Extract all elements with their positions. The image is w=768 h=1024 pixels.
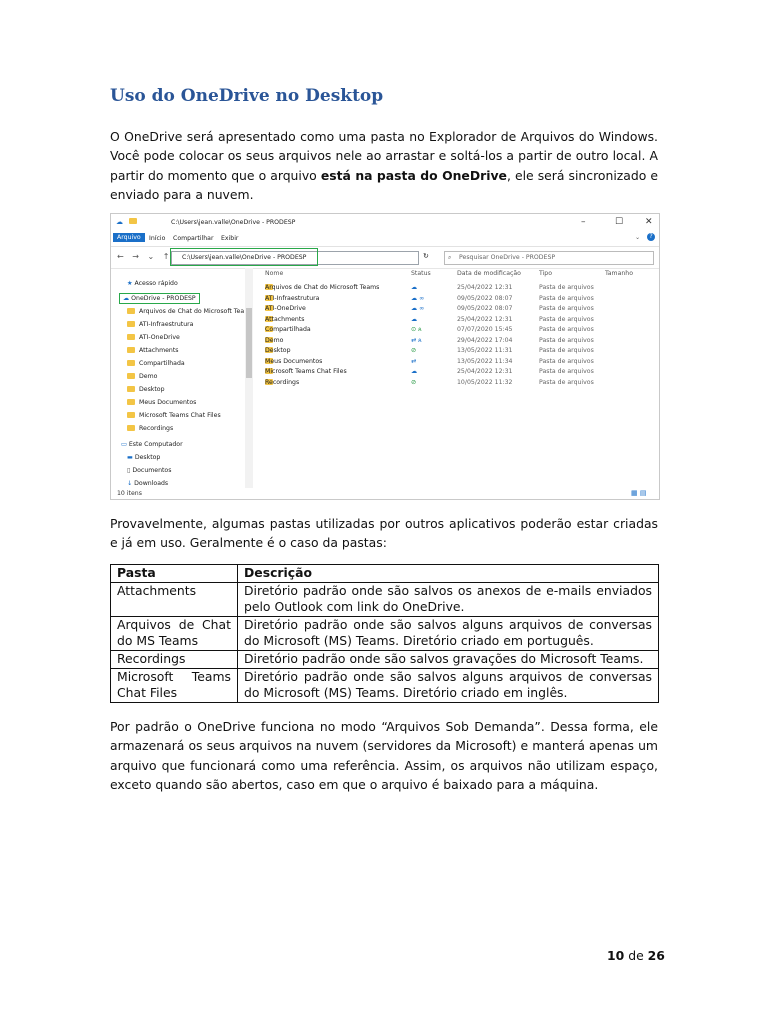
column-header-size[interactable]: Tamanho: [605, 270, 633, 277]
nav-item[interactable]: ▬ Desktop: [127, 454, 161, 461]
file-explorer-screenshot: [110, 213, 660, 500]
nav-item[interactable]: Compartilhada: [127, 360, 185, 367]
explorer-titlebar: [111, 214, 659, 232]
intro-bold-text: está na pasta do OneDrive: [320, 167, 507, 183]
table-cell: Attachments: [111, 582, 238, 616]
navigation-pane: [111, 268, 245, 488]
scrollbar-thumb[interactable]: [246, 308, 252, 378]
intro-text-1: O OneDrive será apresentado como uma pasta no Explorador de Arquivos do Windows. Você pode colocar os seus arquivos nele ao arrastar e soltá-los a partir de outro local. A partir do momento que o arquivo: [110, 129, 658, 183]
close-icon[interactable]: ✕: [645, 217, 653, 227]
list-item[interactable]: Meus Documentos ⇄ 13/05/2022 11:34 Pasta de arquivos: [265, 357, 594, 365]
section-heading: Uso do OneDrive no Desktop: [110, 86, 384, 106]
list-item[interactable]: Microsoft Teams Chat Files ☁ 25/04/2022 12:31 Pasta de arquivos: [265, 368, 594, 375]
title-path: C:\Users\jean.valle\OneDrive - PRODESP: [171, 219, 296, 226]
column-header-type[interactable]: Tipo: [539, 270, 553, 277]
view-toggle-icon[interactable]: ▦ ▤: [631, 489, 647, 497]
page-number: [607, 948, 665, 963]
table-row: [111, 582, 659, 616]
address-text: C:\Users\jean.valle\OneDrive - PRODESP: [182, 254, 307, 261]
table-cell: Arquivos de Chat do MS Teams: [111, 616, 238, 650]
tab-inicio[interactable]: Início: [149, 235, 166, 242]
nav-item[interactable]: Recordings: [127, 425, 173, 432]
onedrive-cloud-icon: ☁: [116, 218, 123, 226]
list-item[interactable]: Arquivos de Chat do Microsoft Teams ☁ 25/04/2022 12:31 Pasta de arquivos: [265, 284, 594, 291]
tab-compartilhar[interactable]: Compartilhar: [173, 235, 214, 242]
nav-item[interactable]: ↓ Downloads: [127, 480, 169, 487]
help-icon[interactable]: ?: [647, 233, 655, 241]
table-header-descricao: Descrição: [238, 565, 659, 583]
current-page: 10: [607, 948, 625, 963]
address-bar[interactable]: [171, 251, 419, 265]
table-cell: Diretório padrão onde são salvos alguns arquivos de conversas do Microsoft (MS) Teams. Diretório criado em inglês.: [238, 668, 659, 702]
document-icon: ▯: [127, 467, 131, 474]
search-icon: ⌕: [448, 254, 452, 261]
nav-scrollbar[interactable]: [245, 268, 253, 488]
nav-item[interactable]: Arquivos de Chat do Microsoft Tea: [127, 308, 244, 315]
download-icon: ↓: [127, 480, 133, 487]
nav-item[interactable]: ATI-OneDrive: [127, 334, 180, 341]
table-cell: Microsoft Teams Chat Files: [111, 668, 238, 702]
cloud-icon: ☁: [123, 295, 130, 302]
tab-exibir[interactable]: Exibir: [221, 235, 239, 242]
table-cell: Diretório padrão onde são salvos gravações do Microsoft Teams.: [238, 650, 659, 668]
list-item[interactable]: ATI-Infraestrutura ☁ ∞ 09/05/2022 08:07 Pasta de arquivos: [265, 294, 594, 302]
list-item[interactable]: Compartilhada ⊙ ጰ 07/07/2020 15:45 Pasta de arquivos: [265, 326, 594, 333]
refresh-icon[interactable]: ↻: [423, 252, 429, 260]
list-item[interactable]: Attachments ☁ 25/04/2022 12:31 Pasta de arquivos: [265, 315, 594, 323]
nav-item-onedrive[interactable]: ☁ OneDrive - PRODESP: [119, 293, 200, 304]
intro-paragraph: [110, 127, 658, 205]
tab-arquivo[interactable]: Arquivo: [113, 233, 145, 242]
item-count: 10 itens: [117, 490, 142, 497]
nav-item[interactable]: Meus Documentos: [127, 399, 196, 406]
intro-text-2: , ele será sincronizado e enviado para a nuvem.: [110, 167, 658, 203]
table-row: [111, 650, 659, 668]
search-placeholder: Pesquisar OneDrive - PRODESP: [459, 254, 556, 261]
explorer-ribbon: [111, 232, 659, 247]
page-separator: de: [628, 948, 644, 963]
table-cell: Diretório padrão onde são salvos os anexos de e-mails enviados pelo Outlook com link do OneDrive.: [238, 582, 659, 616]
chevron-down-icon[interactable]: ⌄: [635, 234, 641, 241]
list-item[interactable]: Desktop ⊘ 13/05/2022 11:31 Pasta de arquivos: [265, 347, 594, 354]
list-item[interactable]: Recordings ⊘ 10/05/2022 11:32 Pasta de arquivos: [265, 378, 594, 386]
nav-item[interactable]: ▯ Documentos: [127, 467, 172, 474]
folders-paragraph: Provavelmente, algumas pastas utilizadas por outros aplicativos poderão estar criadas e já em uso. Geralmente é o caso da pastas:: [110, 516, 658, 551]
desktop-icon: ▬: [127, 454, 133, 461]
column-headers: [261, 270, 659, 282]
nav-item-quick-access[interactable]: ★ Acesso rápido: [127, 280, 178, 287]
nav-item[interactable]: Microsoft Teams Chat Files: [127, 412, 221, 419]
table-header-pasta: Pasta: [111, 565, 238, 583]
table-row: [111, 668, 659, 702]
column-header-name[interactable]: Nome: [265, 270, 284, 277]
list-item[interactable]: ATI-OneDrive ☁ ∞ 09/05/2022 08:07 Pasta de arquivos: [265, 305, 594, 312]
search-input[interactable]: [444, 251, 654, 265]
list-item[interactable]: Demo ⇄ ጰ 29/04/2022 17:04 Pasta de arquivos: [265, 336, 594, 344]
total-pages: 26: [647, 948, 665, 963]
folder-icon: [129, 218, 141, 225]
minimize-icon[interactable]: –: [581, 217, 586, 227]
maximize-icon[interactable]: ☐: [615, 217, 624, 227]
nav-item[interactable]: Attachments: [127, 347, 179, 354]
computer-icon: ▭: [121, 441, 127, 448]
table-header-row: [111, 565, 659, 583]
nav-item[interactable]: Demo: [127, 373, 157, 380]
column-header-date[interactable]: Data de modificação: [457, 270, 521, 277]
table-row: [111, 616, 659, 650]
navigation-arrows-icon[interactable]: ← → ⌄ ↑: [117, 252, 173, 261]
nav-item[interactable]: Desktop: [127, 386, 165, 393]
folders-table: [110, 564, 659, 703]
address-row: [111, 246, 659, 269]
star-icon: ★: [127, 280, 133, 287]
nav-item-this-pc[interactable]: ▭ Este Computador: [121, 441, 183, 448]
table-cell: Diretório padrão onde são salvos alguns arquivos de conversas do Microsoft (MS) Teams. Diretório criado em português.: [238, 616, 659, 650]
column-header-status[interactable]: Status: [411, 270, 431, 277]
table-cell: Recordings: [111, 650, 238, 668]
nav-item[interactable]: ATI-Infraestrutura: [127, 321, 193, 328]
on-demand-paragraph: Por padrão o OneDrive funciona no modo “Arquivos Sob Demanda”. Dessa forma, ele armazenará os seus arquivos na nuvem (servidores da Microsoft) e manterá apenas um arquivo que funcionará como uma referência. Assim, os arquivos não utilizam espaço, exceto quando são abertos, caso em que o arquivo é baixado para a máquina.: [110, 719, 658, 793]
